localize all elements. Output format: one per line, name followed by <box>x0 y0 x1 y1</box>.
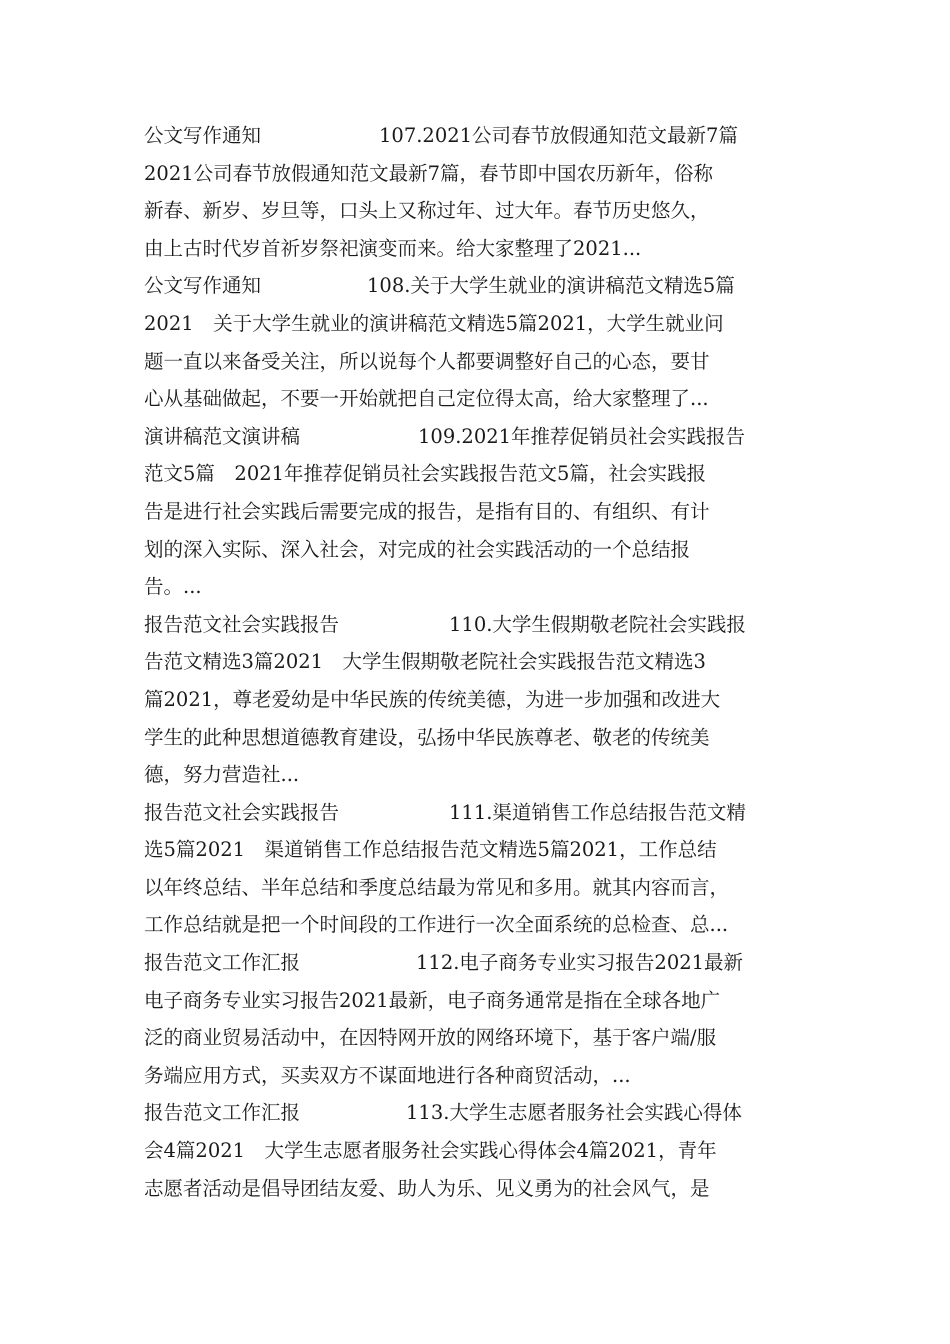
summary-line: 告是进行社会实践后需要完成的报告，是指有目的、有组织、有计 <box>144 499 710 523</box>
document-body <box>144 117 806 1207</box>
summary-line: 告范文精选3篇2021 大学生假期敬老院社会实践报告范文精选3 <box>144 650 706 674</box>
summary-line: 学生的此种思想道德教育建设，弘扬中华民族尊老、敬老的传统美 <box>144 725 710 749</box>
article-title-line <box>144 1094 806 1132</box>
summary-line: 以年终总结、半年总结和季度总结最为常见和多用。就其内容而言， <box>144 875 730 899</box>
article-title[interactable]: 109.2021年推荐促销员社会实践报告 <box>418 424 746 448</box>
summary-line: 2021公司春节放假通知范文最新7篇，春节即中国农历新年，俗称 <box>144 161 714 185</box>
summary-line: 告。... <box>144 575 202 599</box>
summary-line: 工作总结就是把一个时间段的工作进行一次全面系统的总检查、总... <box>144 913 729 937</box>
summary-line: 划的深入实际、深入社会，对完成的社会实践活动的一个总结报 <box>144 537 691 561</box>
summary-line: 由上古时代岁首祈岁祭祀演变而来。给大家整理了2021... <box>144 236 642 260</box>
summary-line: 篇2021，尊老爱幼是中华民族的传统美德，为进一步加强和改进大 <box>144 687 721 711</box>
summary-line: 德，努力营造社... <box>144 763 300 787</box>
article-title-line <box>144 944 806 982</box>
category-label: 报告范文工作汇报 <box>144 1101 301 1125</box>
article-title-line <box>144 606 806 644</box>
article-title-line <box>144 117 806 155</box>
summary-line: 题一直以来备受关注，所以说每个人都要调整好自己的心态，要甘 <box>144 349 710 373</box>
category-label: 报告范文工作汇报 <box>144 951 301 975</box>
summary-line: 新春、新岁、岁旦等，口头上又称过年、过大年。春节历史悠久， <box>144 199 710 223</box>
summary-line: 范文5篇 2021年推荐促销员社会实践报告范文5篇，社会实践报 <box>144 462 706 486</box>
category-label: 公文写作通知 <box>144 274 262 298</box>
summary-line: 务端应用方式，买卖双方不谋面地进行各种商贸活动，... <box>144 1063 631 1087</box>
article-title[interactable]: 111.渠道销售工作总结报告范文精 <box>449 800 746 824</box>
category-label: 演讲稿范文演讲稿 <box>144 424 301 448</box>
article-title-line <box>144 267 806 305</box>
article-title[interactable]: 107.2021公司春节放假通知范文最新7篇 <box>379 124 738 147</box>
summary-line: 志愿者活动是倡导团结友爱、助人为乐、见义勇为的社会风气，是 <box>144 1176 710 1200</box>
category-label: 公文写作通知 <box>144 124 262 147</box>
summary-line: 会4篇2021 大学生志愿者服务社会实践心得体会4篇2021，青年 <box>144 1139 717 1163</box>
summary-line: 2021 关于大学生就业的演讲稿范文精选5篇2021，大学生就业问 <box>144 311 724 335</box>
category-label: 报告范文社会实践报告 <box>144 612 340 636</box>
summary-line: 电子商务专业实习报告2021最新，电子商务通常是指在全球各地广 <box>144 988 721 1012</box>
article-title[interactable]: 110.大学生假期敬老院社会实践报 <box>449 612 746 636</box>
article-title-line <box>144 794 806 832</box>
summary-line: 心从基础做起，不要一开始就把自己定位得太高，给大家整理了... <box>144 387 709 411</box>
category-label: 报告范文社会实践报告 <box>144 800 340 824</box>
article-title[interactable]: 112.电子商务专业实习报告2021最新 <box>416 951 744 975</box>
article-title-line <box>144 418 806 456</box>
summary-line: 选5篇2021 渠道销售工作总结报告范文精选5篇2021，工作总结 <box>144 838 717 862</box>
summary-line: 泛的商业贸易活动中，在因特网开放的网络环境下，基于客户端/服 <box>144 1026 717 1050</box>
article-title[interactable]: 108.关于大学生就业的演讲稿范文精选5篇 <box>367 274 735 298</box>
article-title[interactable]: 113.大学生志愿者服务社会实践心得体 <box>406 1101 742 1125</box>
